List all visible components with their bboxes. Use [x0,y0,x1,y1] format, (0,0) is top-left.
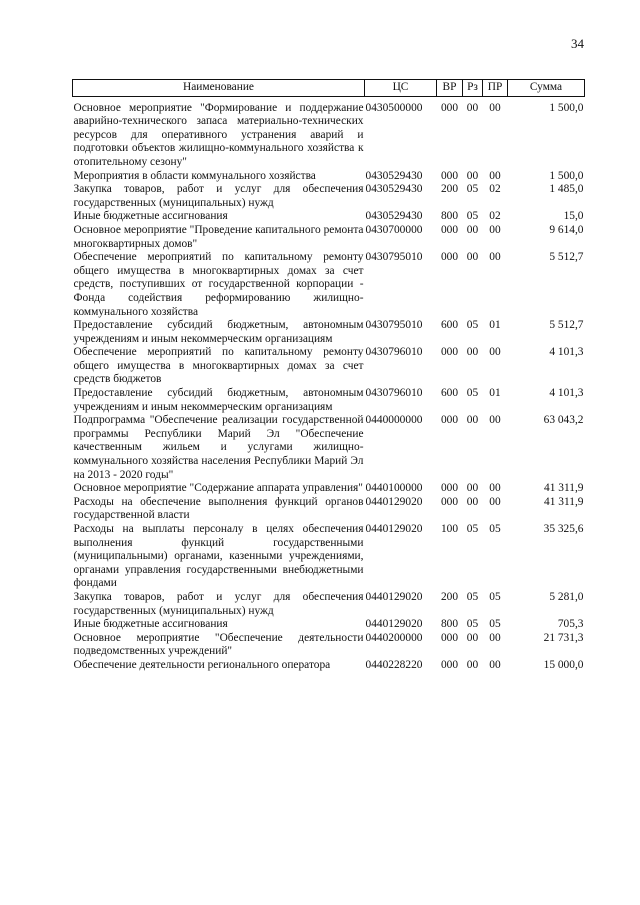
cell-pr: 00 [489,101,501,114]
cell-cs: 0430795010 [365,319,423,332]
table-row [73,387,585,414]
cell-vr: 000 [440,346,459,359]
cell-rz: 00 [466,169,479,182]
cell-cs: 0440129020 [365,590,423,603]
cell-vr: 000 [440,658,459,671]
header-cs: ЦС [365,80,437,97]
cell-vr: 000 [440,414,459,427]
cell-sum: 4 101,3 [549,346,584,359]
cell-rz: 05 [466,319,479,332]
cell-pr: 00 [489,223,501,236]
cell-pr: 00 [489,251,501,264]
cell-pr: 00 [489,169,501,182]
cell-vr: 800 [440,210,459,223]
cell-rz: 05 [466,210,479,223]
cell-name: Основное мероприятие "Содержание аппарата управления" [73,482,363,495]
cell-pr: 00 [489,482,501,495]
cell-cs: 0430796010 [365,387,423,400]
cell-cs: 0440200000 [365,631,423,644]
cell-pr: 02 [489,183,501,196]
cell-rz: 05 [466,183,479,196]
cell-name: Расходы на обеспечение выполнения функций органов государственной власти [73,495,364,522]
cell-pr: 01 [489,387,501,400]
cell-vr: 000 [440,223,459,236]
cell-rz: 05 [466,618,479,631]
cell-cs: 0440228220 [365,658,423,671]
table-row [73,632,585,659]
cell-rz: 00 [466,346,479,359]
cell-name: Обеспечение мероприятий по капитальному ремонту общего имущества в многоквартирных домах за счет средств, поступивших от государственной корпорации - Фонда содействия реформированию жилищно-коммунального хозяйства [73,251,364,318]
cell-vr: 000 [440,631,459,644]
cell-vr: 000 [440,251,459,264]
cell-sum: 1 485,0 [549,183,584,196]
table-row [73,170,585,184]
table-row [73,659,585,673]
cell-rz: 00 [466,414,479,427]
cell-cs: 0430529430 [365,169,423,182]
table-row [73,618,585,632]
cell-name: Основное мероприятие "Обеспечение деятельности подведомственных учреждений" [73,631,364,658]
table-row [73,183,585,210]
table-row [73,251,585,319]
cell-sum: 15,0 [563,210,584,223]
cell-name: Предоставление субсидий бюджетным, автономным учреждениям и иным некоммерческим организациям [73,387,364,413]
table-header [73,80,585,97]
table-body [73,96,585,672]
cell-pr: 00 [489,346,501,359]
cell-name: Подпрограмма "Обеспечение реализации государственной программы Республики Марий Эл "Обеспечение качественным жильем и услугами жилищно-коммунального хозяйства населения Республики Марий Эл на 2013 - 2020 годы" [73,414,364,481]
cell-sum: 35 325,6 [543,523,584,535]
table-row [73,210,585,224]
cell-cs: 0440100000 [365,482,423,495]
cell-rz: 05 [466,590,479,603]
cell-name: Предоставление субсидий бюджетным, автономным учреждениям и иным некоммерческим организациям [73,319,364,345]
page-number: 34 [571,36,584,51]
cell-vr: 000 [440,495,459,508]
cell-pr: 00 [489,658,501,671]
cell-name: Основное мероприятие "Проведение капитального ремонта многоквартирных домов" [73,223,364,250]
cell-cs: 0430795010 [365,251,423,264]
header-vr: ВР [437,80,463,97]
cell-name: Закупка товаров, работ и услуг для обеспечения государственных (муниципальных) нужд [73,590,364,617]
cell-rz: 00 [466,631,479,644]
cell-vr: 000 [440,101,459,114]
cell-vr: 800 [440,618,459,631]
cell-cs: 0440000000 [365,414,423,427]
cell-rz: 05 [466,523,479,535]
table-row [73,523,585,591]
table-row [73,224,585,251]
cell-vr: 200 [440,183,459,196]
cell-sum: 1 500,0 [549,101,584,114]
header-name: Наименование [73,80,365,97]
cell-rz: 00 [466,223,479,236]
cell-sum: 5 512,7 [549,319,584,332]
cell-pr: 05 [489,523,501,535]
cell-rz: 00 [466,482,479,495]
header-pr: ПР [483,80,508,97]
cell-vr: 200 [440,590,459,603]
cell-cs: 0430529430 [365,183,423,196]
cell-name: Обеспечение деятельности регионального оператора [73,658,331,671]
cell-cs: 0430796010 [365,346,423,359]
cell-sum: 5 281,0 [549,590,584,603]
cell-sum: 15 000,0 [543,658,584,671]
cell-pr: 00 [489,414,501,427]
cell-rz: 00 [466,101,479,114]
cell-cs: 0440129020 [365,495,423,508]
cell-rz: 00 [466,658,479,671]
cell-pr: 05 [489,590,501,603]
cell-name: Расходы на выплаты персоналу в целях обеспечения выполнения функций государственными (муниципальными) органами, казенными учреждениями, органами управления государственными внебюджетными фондами [73,523,364,590]
cell-cs: 0430700000 [365,223,423,236]
cell-cs: 0440129020 [365,523,423,535]
cell-pr: 01 [489,319,501,332]
cell-vr: 000 [440,482,459,495]
cell-pr: 05 [489,618,501,631]
table-row [73,319,585,346]
cell-rz: 00 [466,495,479,508]
cell-name: Иные бюджетные ассигнования [73,618,228,631]
cell-pr: 02 [489,210,501,223]
cell-name: Основное мероприятие "Формирование и поддержание аварийно-технического запаса материально-технических ресурсов для оперативного устранения аварий и подготовки объектов жилищно-коммунального хозяйства к отопительному сезону" [73,101,364,168]
header-rz: Рз [463,80,483,97]
cell-name: Иные бюджетные ассигнования [73,210,228,223]
cell-sum: 63 043,2 [543,414,584,427]
budget-table [72,79,585,673]
cell-name: Обеспечение мероприятий по капитальному ремонту общего имущества в многоквартирных домах за счет средств бюджетов [73,346,364,386]
table-row [73,414,585,482]
cell-cs: 0440129020 [365,618,423,631]
cell-sum: 41 311,9 [544,495,584,508]
cell-vr: 100 [440,523,459,535]
cell-vr: 600 [440,319,459,332]
cell-rz: 00 [466,251,479,264]
header-sum: Сумма [508,80,585,97]
table-row [73,591,585,618]
cell-cs: 0430500000 [365,101,423,114]
cell-vr: 000 [440,169,459,182]
cell-rz: 05 [466,387,479,400]
cell-name: Закупка товаров, работ и услуг для обеспечения государственных (муниципальных) нужд [73,183,364,209]
cell-pr: 00 [489,631,501,644]
cell-sum: 21 731,3 [543,631,584,644]
cell-sum: 41 311,9 [544,482,584,495]
cell-cs: 0430529430 [365,210,423,223]
table-row [73,96,585,169]
cell-sum: 705,3 [557,618,584,631]
cell-sum: 9 614,0 [549,223,584,236]
table-row [73,496,585,523]
cell-sum: 1 500,0 [549,169,584,182]
cell-sum: 5 512,7 [549,251,584,264]
table-row [73,482,585,496]
cell-vr: 600 [440,387,459,400]
table-row [73,346,585,387]
cell-pr: 00 [489,495,501,508]
cell-name: Мероприятия в области коммунального хозяйства [73,169,316,182]
cell-sum: 4 101,3 [549,387,584,400]
